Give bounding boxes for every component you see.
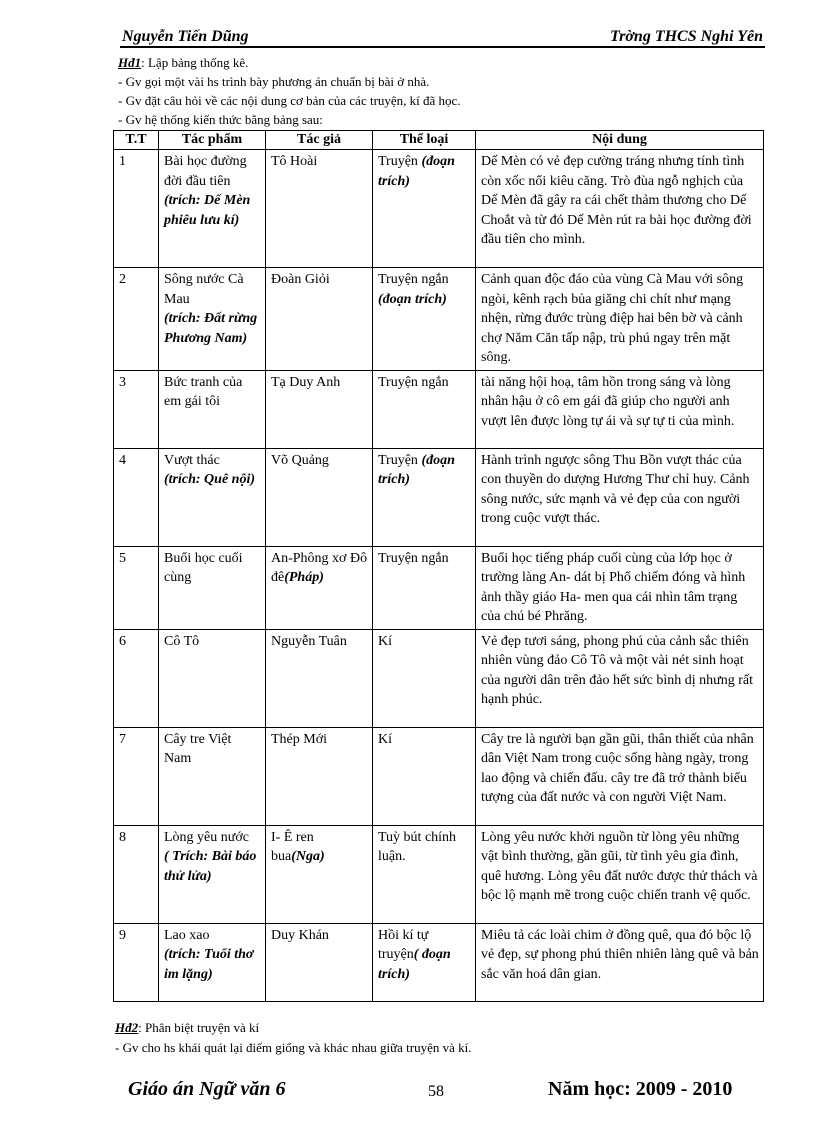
row-number: 3 — [119, 374, 126, 390]
genre-name: Kí — [378, 731, 392, 747]
intro-line: - Gv gọi một vài hs trình bày phương án chuẩn bị bài ở nhà. — [118, 74, 430, 89]
cell-tt — [114, 546, 159, 629]
cell-author — [266, 727, 373, 825]
content-text: Dế Mèn có vẻ đẹp cường tráng nhưng tính tình còn xốc nổi kiêu căng. Trò đùa ngỗ nghịch của Dế Mèn đã gây ra cái chết thảm thương cho Dế Choắt và từ đó Dế Mèn rút ra bài học đường đời đầu tiên cho mình. — [481, 154, 752, 247]
content-text: Cây tre là người bạn gần gũi, thân thiết của nhân dân Việt Nam trong cuộc sống hàng ngày, trong lao động và chiến đấu. cây tre đã trở thành biểu tượng của đất nước và con người Việt Nam. — [481, 731, 754, 805]
cell-author — [266, 923, 373, 1001]
footer-subject: Giáo án Ngữ văn 6 — [128, 1078, 286, 1100]
author-name: Nguyễn Tuân — [271, 633, 347, 649]
content-text: Vẻ đẹp tươi sáng, phong phú của cảnh sắc thiên nhiên vùng đảo Cô Tô và một vài nét sinh hoạt của người dân trên đảo hết sức bình dị nhưng rất hạnh phúc. — [481, 633, 753, 707]
activity-title: : Lập bảng thống kê. — [141, 55, 249, 70]
row-number: 6 — [119, 633, 126, 649]
page-header — [120, 26, 765, 48]
table-row — [114, 150, 764, 268]
cell-genre — [373, 448, 476, 546]
cell-content — [476, 727, 764, 825]
genre-note: (đoạn trích) — [378, 291, 447, 307]
row-number: 8 — [119, 829, 126, 845]
genre-name: Truyện ngắn — [378, 550, 449, 566]
table-body — [114, 150, 764, 1002]
cell-tt — [114, 825, 159, 923]
genre-name: Truyện ngắn — [378, 272, 449, 287]
genre-note: (đoạn trích) — [378, 452, 455, 487]
content-text: Lòng yêu nước khởi nguồn từ lòng yêu những vật bình thường, gần gũi, từ tình yêu gia đình, quê hương. Lòng yêu đất nước được thử thách và bộc lộ mạnh mẽ trong cuộc chiến tranh vệ quốc. — [481, 829, 758, 903]
cell-author — [266, 546, 373, 629]
genre-name: Truyện ngắn — [378, 374, 449, 390]
header-work: Tác phẩm — [159, 131, 266, 150]
table-row — [114, 546, 764, 629]
author-name: I- Ê ren bua — [271, 829, 314, 864]
table-row — [114, 825, 764, 923]
cell-content — [476, 825, 764, 923]
work-title: Lòng yêu nước — [164, 829, 249, 845]
cell-genre — [373, 629, 476, 727]
work-title: Lao xao — [164, 927, 210, 943]
genre-name: Tuỳ bút chính luận. — [378, 829, 457, 864]
cell-work — [159, 629, 266, 727]
row-number: 5 — [119, 550, 126, 566]
cell-work — [159, 448, 266, 546]
teacher-name: Nguyễn Tiến Dũng — [122, 28, 249, 45]
summary-table — [113, 130, 764, 1002]
table-row — [114, 727, 764, 825]
footer-school-year: Năm học: 2009 - 2010 — [548, 1078, 733, 1100]
cell-tt — [114, 150, 159, 268]
genre-name: Hồi kí tự truyện — [378, 927, 429, 962]
activity-1-heading — [118, 53, 461, 72]
table-row — [114, 923, 764, 1001]
cell-work — [159, 727, 266, 825]
author-note: (Pháp) — [284, 570, 324, 585]
cell-genre — [373, 370, 476, 448]
table-header-row — [114, 131, 764, 150]
cell-tt — [114, 268, 159, 371]
work-title: Cô Tô — [164, 633, 200, 649]
school-name: Trờng THCS Nghi Yên — [609, 28, 763, 45]
work-note: (trích: Quê nội) — [164, 472, 255, 487]
cell-content — [476, 546, 764, 629]
cell-author — [266, 629, 373, 727]
cell-author — [266, 448, 373, 546]
work-title: Sông nước Cà Mau — [164, 272, 244, 307]
content-text: Hành trình ngược sông Thu Bồn vượt thác của con thuyền do dượng Hương Thư chỉ huy. Cảnh sông nước, sức mạnh và vẻ đẹp của con người trong cuộc vượt thác. — [481, 452, 750, 526]
activity-2-heading — [115, 1018, 472, 1038]
author-name: Võ Quảng — [271, 452, 329, 468]
work-title: Bài học đường đời đầu tiên — [164, 154, 247, 189]
author-name: Tô Hoài — [271, 154, 318, 169]
cell-tt — [114, 923, 159, 1001]
author-name: Thép Mới — [271, 731, 328, 747]
cell-genre — [373, 727, 476, 825]
cell-content — [476, 150, 764, 268]
cell-tt — [114, 448, 159, 546]
header-author: Tác giả — [266, 131, 373, 150]
row-number: 7 — [119, 731, 126, 747]
work-note: (trích: Dế Mèn phiêu lưu kí) — [164, 193, 251, 228]
intro-line: - Gv đặt câu hỏi về các nội dung cơ bản của các truyện, kí đã học. — [118, 93, 461, 108]
genre-note: ( đoạn trích) — [378, 947, 451, 982]
cell-author — [266, 268, 373, 371]
genre-name: Kí — [378, 633, 392, 649]
activity-label: Hđ1 — [118, 55, 142, 70]
cell-genre — [373, 546, 476, 629]
row-number: 9 — [119, 927, 126, 943]
cell-genre — [373, 825, 476, 923]
work-note: (trích: Đất rừng Phương Nam) — [164, 311, 258, 346]
cell-tt — [114, 370, 159, 448]
page-number: 58 — [428, 1083, 444, 1100]
genre-name: Truyện — [378, 154, 422, 169]
activity-2-line: - Gv cho hs khái quát lại điểm giống và khác nhau giữa truyện và kí. — [115, 1040, 472, 1055]
cell-tt — [114, 629, 159, 727]
author-name: An-Phông xơ Đô đê — [271, 550, 368, 585]
cell-author — [266, 370, 373, 448]
header-tt: T.T — [114, 131, 159, 150]
content-text: Cảnh quan độc đáo của vùng Cà Mau với sông ngòi, kênh rạch bủa giăng chi chít như mạng nhện, rừng đước trùng điệp hai bên bờ và cảnh chợ Năm Căn tấp nập, trù phú ngay trên mặt sông. — [481, 272, 744, 365]
intro-line: - Gv hệ thống kiến thức bằng bảng sau: — [118, 112, 323, 127]
cell-author — [266, 825, 373, 923]
row-number: 1 — [119, 154, 126, 169]
author-name: Duy Khán — [271, 927, 329, 943]
cell-work — [159, 825, 266, 923]
cell-work — [159, 923, 266, 1001]
table-row — [114, 448, 764, 546]
work-note: (trích: Tuổi thơ im lặng) — [164, 947, 254, 982]
author-note: (Nga) — [291, 849, 325, 864]
activity-2 — [115, 1018, 472, 1058]
row-number: 2 — [119, 272, 126, 287]
content-text: tài năng hội hoạ, tâm hồn trong sáng và lòng nhân hậu ở cô em gái đã giúp cho người anh vượt lên được lòng tự ái và sự tự ti của mình. — [481, 374, 735, 429]
cell-work — [159, 268, 266, 371]
cell-content — [476, 268, 764, 371]
row-number: 4 — [119, 452, 126, 468]
cell-work — [159, 546, 266, 629]
work-note: ( Trích: Bài báo thử lửa) — [164, 849, 257, 884]
work-title: Cây tre Việt Nam — [164, 731, 232, 766]
content-text: Miêu tả các loài chim ở đồng quê, qua đó bộc lộ vẻ đẹp, sự phong phú thiên nhiên làng quê và bản sắc văn hoá dân gian. — [481, 927, 759, 982]
author-name: Tạ Duy Anh — [271, 374, 341, 390]
cell-work — [159, 150, 266, 268]
genre-name: Truyện — [378, 452, 422, 468]
cell-content — [476, 448, 764, 546]
content-text: Buổi học tiếng pháp cuối cùng của lớp học ở trường làng An- dát bị Phổ chiếm đóng và hình ảnh thầy giáo Ha- men qua cái nhìn tâm trạng của chú bé Phrăng. — [481, 550, 746, 624]
cell-genre — [373, 268, 476, 371]
activity-title: : Phân biệt truyện và kí — [138, 1020, 260, 1035]
genre-note: (đoạn trích) — [378, 154, 455, 189]
table-row — [114, 268, 764, 371]
cell-tt — [114, 727, 159, 825]
cell-genre — [373, 150, 476, 268]
cell-content — [476, 923, 764, 1001]
author-name: Đoàn Giỏi — [271, 272, 330, 287]
cell-content — [476, 629, 764, 727]
header-content: Nội dung — [476, 131, 764, 150]
activity-label: Hđ2 — [115, 1020, 139, 1035]
work-title: Buổi học cuối cùng — [164, 550, 243, 585]
cell-genre — [373, 923, 476, 1001]
activity-1-intro — [118, 53, 461, 129]
work-title: Vượt thác — [164, 452, 220, 468]
header-genre: Thể loại — [373, 131, 476, 150]
cell-author — [266, 150, 373, 268]
cell-content — [476, 370, 764, 448]
work-title: Bức tranh của em gái tôi — [164, 374, 243, 409]
table-row — [114, 370, 764, 448]
table-row — [114, 629, 764, 727]
cell-work — [159, 370, 266, 448]
